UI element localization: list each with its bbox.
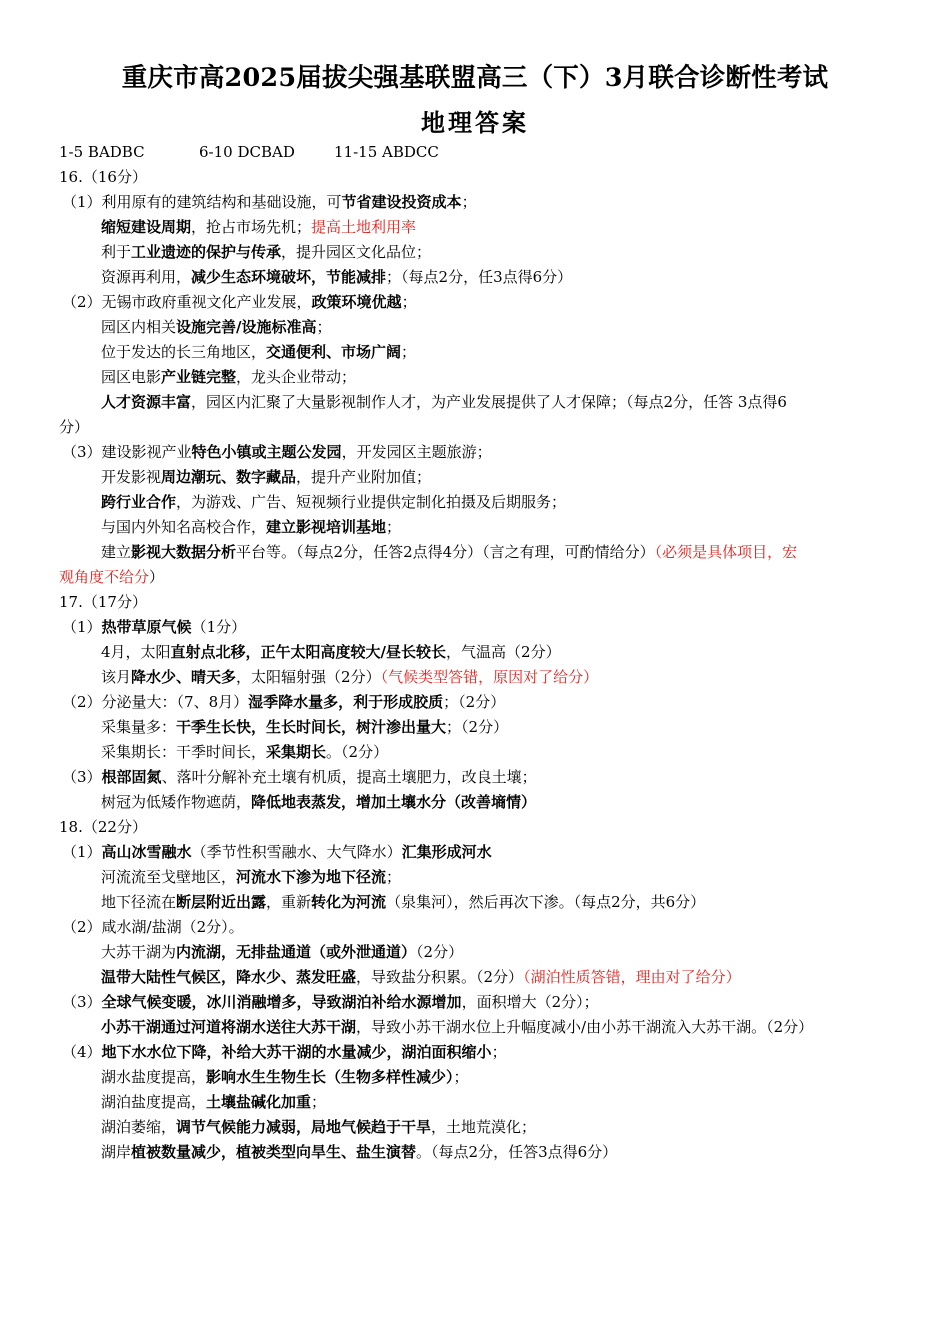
answer-text: ；（2分） (443, 693, 506, 711)
answer-text: （2）无锡市政府重视文化产业发展， (62, 293, 312, 311)
answer-line (0, 640, 950, 665)
answer-line (0, 615, 950, 640)
answer-line (0, 165, 950, 190)
answer-text: （季节性积雪融水、大气降水） (191, 843, 402, 861)
key-point: 转化为河流 (311, 893, 387, 911)
answer-text: ； (401, 343, 417, 361)
answer-text: ，提升园区文化品位； (281, 243, 432, 261)
grading-note: 提高土地利用率 (311, 218, 417, 236)
answer-line (0, 465, 950, 490)
key-point: 人才资源丰富 (101, 393, 192, 411)
answer-text: 湖泊盐度提高， (101, 1093, 207, 1111)
answer-line (0, 840, 950, 865)
answer-text: ，气温高（2分） (446, 643, 561, 661)
key-point: 节省建设投资成本 (341, 193, 462, 211)
key-point: 政策环境优越 (311, 293, 402, 311)
key-point: 土壤盐碱化加重 (206, 1093, 312, 1111)
answer-line (0, 815, 950, 840)
answer-line (0, 190, 950, 215)
answer-text: 。（每点2分，任答3点得6分） (416, 1143, 618, 1161)
answer-text: 位于发达的长三角地区， (101, 343, 267, 361)
key-point: 根部固氮 (101, 768, 162, 786)
answer-text: ，开发园区主题旅游； (341, 443, 492, 461)
grading-note: （气候类型答错，原因对了给分） (380, 668, 599, 686)
answer-text: ；（2分） (446, 718, 509, 736)
key-point: 地下水水位下降，补给大苏干湖的水量减少，湖泊面积缩小 (101, 1043, 492, 1061)
key-point: 温带大陆性气候区，降水少、蒸发旺盛 (101, 968, 357, 986)
answer-text: ，重新 (266, 893, 312, 911)
answer-text: 采集期长：干季时间长， (101, 743, 267, 761)
key-point: 干季生长快，生长时间长，树汁渗出量大 (176, 718, 447, 736)
answer-line (0, 340, 950, 365)
answer-text: （3） (62, 993, 102, 1011)
answer-line (0, 865, 950, 890)
key-point: 建立影视培训基地 (266, 518, 387, 536)
answer-line (0, 1015, 950, 1040)
answer-text: ，太阳辐射强（2分） (236, 668, 381, 686)
answer-key-group-1: 1-5 BADBC (59, 143, 145, 161)
answer-text: ，导致盐分积累。（2分） (356, 968, 524, 986)
answer-line (0, 765, 950, 790)
answer-text: 园区内相关 (101, 318, 177, 336)
answer-line (0, 515, 950, 540)
key-point: 小苏干湖通过河道将湖水送往大苏干湖 (101, 1018, 357, 1036)
answer-text: ，导致小苏干湖水位上升幅度减小/由小苏干湖流入大苏干湖。（2分） (356, 1018, 814, 1036)
page-title: 重庆市高2025届拔尖强基联盟高三（下）3月联合诊断性考试 (121, 63, 829, 93)
page-subtitle: 地理答案 (421, 108, 529, 137)
answer-text: ； (386, 518, 402, 536)
answer-text: ，为游戏、广告、短视频行业提供定制化拍摄及后期服务； (176, 493, 567, 511)
answer-text: 与国内外知名高校合作， (101, 518, 267, 536)
answer-text: 湖泊萎缩， (101, 1118, 177, 1136)
answer-text: 湖岸 (101, 1143, 132, 1161)
answer-line (0, 715, 950, 740)
answer-text: （3）建设影视产业 (62, 443, 192, 461)
key-point: 跨行业合作 (101, 493, 177, 511)
key-point: 降水少、晴天多 (131, 668, 237, 686)
answer-line (0, 215, 950, 240)
answer-line (0, 1090, 950, 1115)
answer-line (0, 665, 950, 690)
answer-key-group-3: 11-15 ABDCC (334, 143, 439, 161)
answer-text: 17.（17分） (59, 593, 147, 611)
answer-text: 地下径流在 (101, 893, 177, 911)
answer-text: ；（每点2分，任3点得6分） (386, 268, 573, 286)
key-point: 影响水生生物生长（生物多样性减少） (206, 1068, 454, 1086)
key-point: 产业链完整 (161, 368, 237, 386)
answer-text: （4） (62, 1043, 102, 1061)
answer-line (0, 890, 950, 915)
answer-line (0, 565, 950, 590)
answer-line (0, 965, 950, 990)
answer-text: 建立 (101, 543, 132, 561)
answer-text: ； (386, 868, 402, 886)
answer-text: ，抢占市场先机； (191, 218, 312, 236)
answer-text: 湖水盐度提高， (101, 1068, 207, 1086)
key-point: 高山冰雪融水 (101, 843, 192, 861)
answer-line (0, 690, 950, 715)
answer-line (0, 290, 950, 315)
answer-body (0, 140, 950, 1165)
answer-text: 该月 (101, 668, 132, 686)
answer-text: （1分） (191, 618, 247, 636)
key-point: 植被数量减少，植被类型向旱生、盐生演替 (131, 1143, 417, 1161)
answer-text: ，土地荒漠化； (431, 1118, 537, 1136)
key-point: 影视大数据分析 (131, 543, 237, 561)
answer-text: 分） (59, 418, 90, 436)
answer-text: 采集量多： (101, 718, 177, 736)
answer-text: （泉集河），然后再次下渗。（每点2分，共6分） (386, 893, 706, 911)
answer-text: ； (401, 293, 417, 311)
grading-note: （湖泊性质答错，理由对了给分） (523, 968, 741, 986)
answer-text: （2）分泌量大：（7、8月） (62, 693, 249, 711)
answer-line (0, 790, 950, 815)
key-point: 热带草原气候 (101, 618, 192, 636)
answer-line (0, 590, 950, 615)
answer-text: ，面积增大（2分）； (461, 993, 599, 1011)
answer-line (0, 915, 950, 940)
answer-line (0, 415, 950, 440)
answer-key-row (0, 140, 950, 165)
answer-line (0, 315, 950, 340)
key-point: 直射点北移，正午太阳高度较大/昼长较长 (170, 643, 447, 661)
answer-text: （1） (62, 843, 102, 861)
answer-text: 18.（22分） (59, 818, 147, 836)
answer-text: ，提升产业附加值； (296, 468, 432, 486)
answer-text: （3） (62, 768, 102, 786)
answer-text: 开发影视 (101, 468, 162, 486)
key-point: 湿季降水量多，利于形成胶质 (248, 693, 444, 711)
key-point: 交通便利、市场广阔 (266, 343, 402, 361)
answer-line (0, 540, 950, 565)
key-point: 缩短建设周期 (101, 218, 192, 236)
answer-line (0, 990, 950, 1015)
answer-text: 4月，太阳 (101, 643, 171, 661)
answer-text: 资源再利用， (101, 268, 192, 286)
answer-key-group-2: 6-10 DCBAD (199, 143, 295, 161)
answer-text: 大苏干湖为 (101, 943, 177, 961)
key-point: 设施完善/设施标准高 (176, 318, 317, 336)
answer-text: ； (311, 1093, 327, 1111)
answer-text: ） (149, 568, 165, 586)
answer-line (0, 940, 950, 965)
key-point: 采集期长 (266, 743, 327, 761)
answer-line (0, 740, 950, 765)
answer-line (0, 240, 950, 265)
answer-text: 平台等。（每点2分，任答2点得4分）（言之有理，可酌情给分） (236, 543, 655, 561)
key-point: 汇集形成河水 (401, 843, 492, 861)
answer-text: 利于 (101, 243, 132, 261)
answer-text: 16.（16分） (59, 168, 147, 186)
answer-text: 树冠为低矮作物遮荫， (101, 793, 252, 811)
key-point: 周边潮玩、数字藏品 (161, 468, 297, 486)
answer-line (0, 440, 950, 465)
answer-text: 河流流至戈壁地区， (101, 868, 237, 886)
key-point: 调节气候能力减弱，局地气候趋于干旱 (176, 1118, 432, 1136)
answer-text: ，园区内汇聚了大量影视制作人才，为产业发展提供了人才保障；（每点2分，任答 3点得6 (191, 393, 787, 411)
key-point: 河流水下渗为地下径流 (236, 868, 387, 886)
answer-text: （2）咸水湖/盐湖（2分）。 (62, 918, 244, 936)
answer-text: 园区电影 (101, 368, 162, 386)
answer-text: ； (316, 318, 332, 336)
answer-line (0, 490, 950, 515)
answer-text: 、落叶分解补充土壤有机质，提高土壤肥力，改良土壤； (161, 768, 537, 786)
answer-line (0, 1065, 950, 1090)
answer-text: 。（2分） (326, 743, 389, 761)
answer-line (0, 365, 950, 390)
answer-line (0, 265, 950, 290)
answer-line (0, 1040, 950, 1065)
key-point: 降低地表蒸发，增加土壤水分（改善墒情） (251, 793, 537, 811)
key-point: 特色小镇或主题公发园 (191, 443, 342, 461)
answer-text: （1）利用原有的建筑结构和基础设施，可 (62, 193, 342, 211)
grading-note: （必须是具体项目，宏 (654, 543, 798, 561)
key-point: 减少生态环境破坏，节能减排 (191, 268, 387, 286)
answer-text: ； (491, 1043, 507, 1061)
key-point: 内流湖，无排盐通道（或外泄通道） (176, 943, 417, 961)
answer-text: （1） (62, 618, 102, 636)
key-point: 断层附近出露 (176, 893, 267, 911)
answer-line (0, 1140, 950, 1165)
answer-text: ； (461, 193, 477, 211)
key-point: 工业遗迹的保护与传承 (131, 243, 282, 261)
answer-text: ； (453, 1068, 469, 1086)
key-point: 全球气候变暖，冰川消融增多，导致湖泊补给水源增加 (101, 993, 462, 1011)
answer-text: （2分） (416, 943, 464, 961)
answer-line (0, 1115, 950, 1140)
answer-text: ，龙头企业带动； (236, 368, 357, 386)
answer-line (0, 390, 950, 415)
grading-note: 观角度不给分 (59, 568, 150, 586)
